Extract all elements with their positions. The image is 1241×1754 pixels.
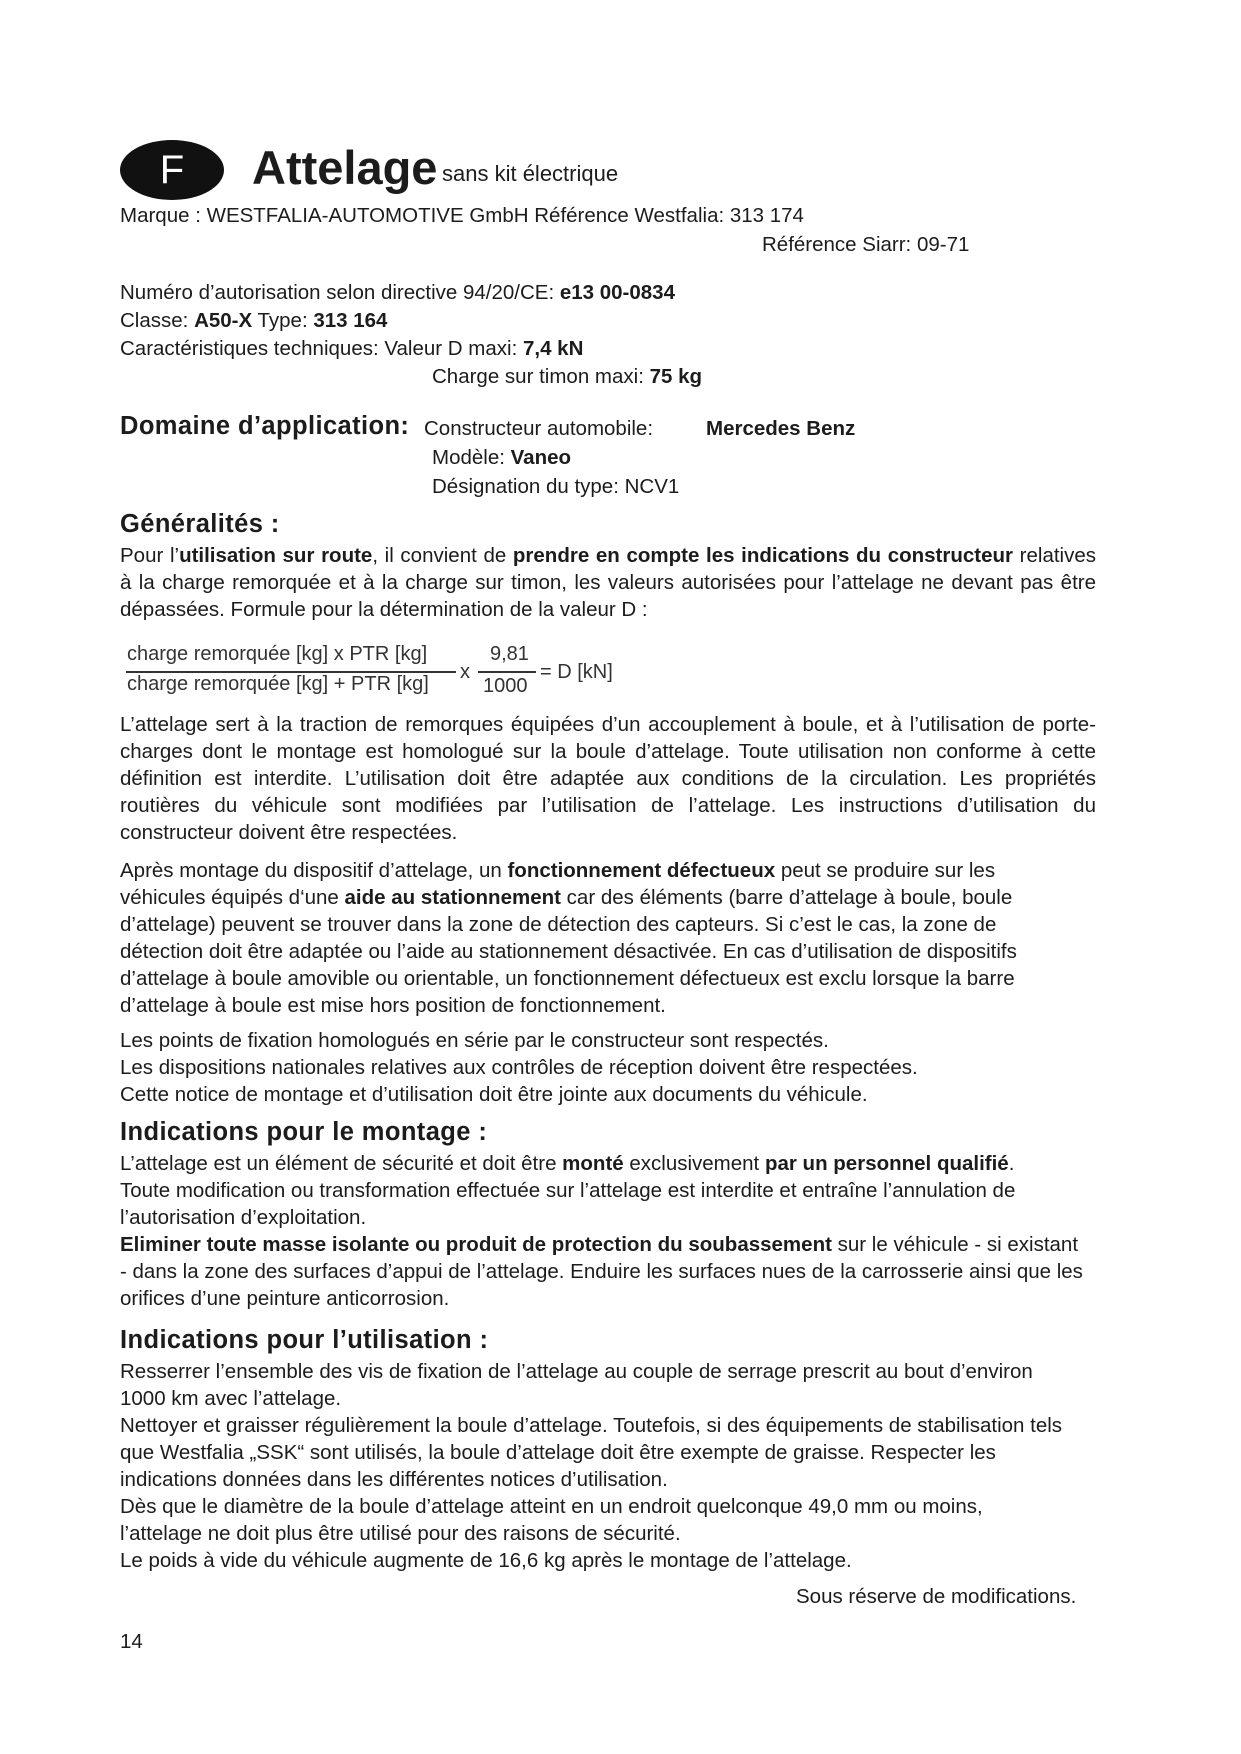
approval-number: e13 00-0834 [559, 281, 675, 304]
maker-value: Mercedes Benz [706, 417, 856, 440]
reserve-note: Sous réserve de modifications. [796, 1585, 1077, 1608]
utilisation-paragraph-1: Resserrer l’ensemble des vis de fixation de l’attelage au couple de serrage prescrit au bout d’environ 1000 km avec l’attelage. [120, 1360, 1033, 1410]
montage-paragraph-2: Toute modification ou transformation effectuée sur l’attelage est interdite et entraîne l’annulation de l’autorisation d’exploitation. [120, 1179, 1016, 1229]
generalites-heading: Généralités : [120, 510, 280, 538]
generalites-paragraph-3: Après montage du dispositif d’attelage, un fonctionnement défectueux peut se produire sur les véhicules équipés d‘une aide au stationnement car des éléments (barre d’attelage à boule, boule d’attelage) peuvent se trouver dans la zone de détection des capteurs. Si c’est le cas, la zone de détection doit être adaptée ou l’aide au stationnement désactivée. En cas d’utilisation de dispositifs d’attelage à boule amovible ou orientable, un fonctionnement défectueux est exclu lorsque la barre d’attelage à boule est mise hors position de fonctionnement. [120, 859, 1017, 1017]
utilisation-paragraph-4: Le poids à vide du véhicule augmente de 16,6 kg après le montage de l’attelage. [120, 1549, 852, 1572]
page-number: 14 [120, 1630, 143, 1653]
page-subtitle: sans kit électrique [442, 161, 619, 186]
formula-times: x [460, 661, 470, 683]
approval-line: Numéro d’autorisation selon directive 94/20/CE: e13 00-0834 [120, 281, 675, 304]
formula-numerator: charge remorquée [kg] x PTR [kg] [127, 643, 428, 665]
generalites-paragraph-1: Pour l’utilisation sur route, il convient de prendre en compte les indications du constructeur relatives à la charge remorquée et à la charge sur timon, les valeurs autorisées pour l’attelage ne devant pas être dépassées. Formule pour la détermination de la valeur D : [120, 544, 1097, 621]
country-badge: F [120, 140, 224, 200]
siarr-reference: Référence Siarr: 09-71 [762, 233, 970, 256]
drawbar-line: Charge sur timon maxi: 75 kg [432, 365, 703, 388]
montage-paragraph-3: Eliminer toute masse isolante ou produit de protection du soubassement sur le véhicule - si existant - dans la zone des surfaces d’appui de l’attelage. Enduire les surfaces nues de la carrosserie ainsi que les orifices d’une peinture anticorrosion. [120, 1233, 1083, 1310]
tech-line: Caractéristiques techniques: Valeur D maxi: 7,4 kN [120, 337, 584, 360]
brand-line: Marque : WESTFALIA-AUTOMOTIVE GmbH Référence Westfalia: 313 174 [120, 204, 804, 227]
domain-heading: Domaine d’application: [120, 412, 410, 440]
page-title: Attelage [252, 141, 438, 194]
utilisation-heading: Indications pour l’utilisation : [120, 1326, 489, 1354]
type-designation: Désignation du type: NCV1 [432, 475, 680, 498]
formula-factor-line [478, 671, 536, 673]
generalites-paragraph-4: Les points de fixation homologués en série par le constructeur sont respectés. Les dispositions nationales relatives aux contrôles de réception doivent être respectées. Cette notice de montage et d’utilisation doit être jointe aux documents du véhicule. [120, 1029, 918, 1106]
utilisation-paragraph-3: Dès que le diamètre de la boule d’attelage atteint en un endroit quelconque 49,0 mm ou moins, l’attelage ne doit plus être utilisé pour des raisons de sécurité. [120, 1495, 983, 1545]
d-value-formula [120, 641, 640, 701]
formula-denominator: charge remorquée [kg] + PTR [kg] [127, 673, 429, 695]
montage-heading: Indications pour le montage : [120, 1118, 488, 1146]
maker-label: Constructeur automobile: [424, 417, 654, 440]
formula-factor-numerator: 9,81 [490, 643, 529, 665]
formula-result: = D [kN] [540, 661, 613, 683]
class-line: Classe: A50-X Type: 313 164 [120, 309, 388, 332]
montage-paragraph-1: L’attelage est un élément de sécurité et doit être monté exclusivement par un personnel qualifié. [120, 1152, 1015, 1175]
formula-factor-denominator: 1000 [483, 675, 528, 697]
model-line: Modèle: Vaneo [432, 446, 572, 469]
utilisation-paragraph-2: Nettoyer et graisser régulièrement la boule d’attelage. Toutefois, si des équipements de stabilisation tels que Westfalia „SSK“ sont utilisés, la boule d’attelage doit être exempte de graisse. Respecter les indications données dans les différentes notices d’utilisation. [120, 1414, 1063, 1491]
generalites-paragraph-2: L’attelage sert à la traction de remorques équipées d’un accouplement à boule, et à l’utilisation de porte-charges dont le montage est homologué sur la boule d’attelage. Toute utilisation non conforme à cette définition est interdite. L’utilisation doit être adaptée aux conditions de la circulation. Les propriétés routières du véhicule sont modifiées par l’utilisation de l’attelage. Les instructions d’utilisation du constructeur doivent être respectées. [120, 713, 1096, 844]
